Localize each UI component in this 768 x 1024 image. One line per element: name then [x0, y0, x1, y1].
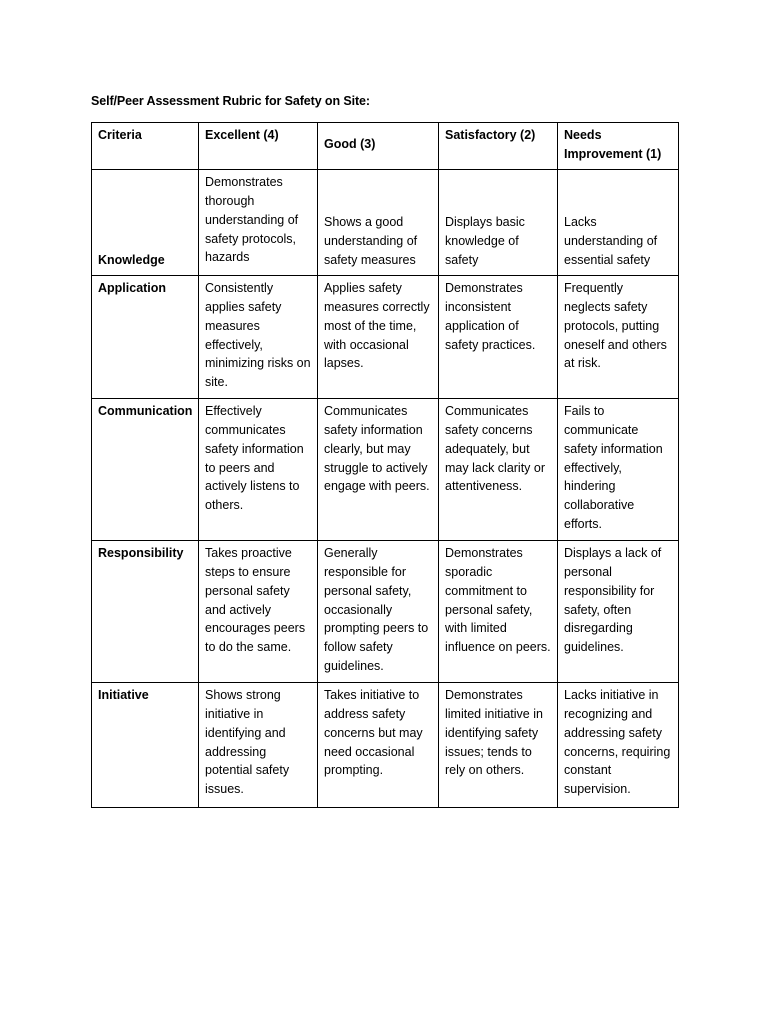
header-excellent: Excellent (4)	[199, 123, 318, 170]
rubric-cell: Shows a good understanding of safety measures	[318, 170, 439, 276]
criterion-cell: Application	[92, 276, 199, 399]
criterion-cell: Responsibility	[92, 541, 199, 683]
criterion-cell: Initiative	[92, 683, 199, 808]
header-needs-improvement: Needs Improvement (1)	[558, 123, 679, 170]
rubric-cell: Effectively communicates safety information to peers and actively listens to others.	[199, 399, 318, 541]
table-row	[92, 541, 679, 683]
rubric-cell: Takes initiative to address safety concerns but may need occasional prompting.	[318, 683, 439, 808]
header-good: Good (3)	[318, 123, 439, 170]
rubric-cell: Frequently neglects safety protocols, putting oneself and others at risk.	[558, 276, 679, 399]
criterion-cell: Knowledge	[92, 170, 199, 276]
page-title: Self/Peer Assessment Rubric for Safety on Site:	[91, 94, 370, 108]
rubric-cell: Communicates safety concerns adequately, but may lack clarity or attentiveness.	[439, 399, 558, 541]
table-row	[92, 276, 679, 399]
rubric-cell: Displays basic knowledge of safety	[439, 170, 558, 276]
rubric-cell: Lacks initiative in recognizing and addressing safety concerns, requiring constant supervision.	[558, 683, 679, 808]
table-row	[92, 170, 679, 276]
rubric-cell: Demonstrates thorough understanding of safety protocols, hazards	[199, 170, 318, 276]
rubric-cell: Demonstrates limited initiative in identifying safety issues; tends to rely on others.	[439, 683, 558, 808]
rubric-cell: Takes proactive steps to ensure personal safety and actively encourages peers to do the same.	[199, 541, 318, 683]
rubric-cell: Demonstrates inconsistent application of safety practices.	[439, 276, 558, 399]
rubric-cell: Consistently applies safety measures effectively, minimizing risks on site.	[199, 276, 318, 399]
header-row	[92, 123, 679, 170]
rubric-cell: Communicates safety information clearly, but may struggle to actively engage with peers.	[318, 399, 439, 541]
rubric-cell: Shows strong initiative in identifying and addressing potential safety issues.	[199, 683, 318, 808]
header-criteria: Criteria	[92, 123, 199, 170]
rubric-cell: Displays a lack of personal responsibility for safety, often disregarding guidelines.	[558, 541, 679, 683]
rubric-cell: Generally responsible for personal safety, occasionally prompting peers to follow safety guidelines.	[318, 541, 439, 683]
criterion-cell: Communication	[92, 399, 199, 541]
rubric-cell: Demonstrates sporadic commitment to personal safety, with limited influence on peers.	[439, 541, 558, 683]
table-row	[92, 683, 679, 808]
rubric-cell: Fails to communicate safety information effectively, hindering collaborative efforts.	[558, 399, 679, 541]
header-satisfactory: Satisfactory (2)	[439, 123, 558, 170]
rubric-cell: Applies safety measures correctly most of the time, with occasional lapses.	[318, 276, 439, 399]
rubric-table	[91, 122, 679, 808]
table-row	[92, 399, 679, 541]
rubric-cell: Lacks understanding of essential safety	[558, 170, 679, 276]
